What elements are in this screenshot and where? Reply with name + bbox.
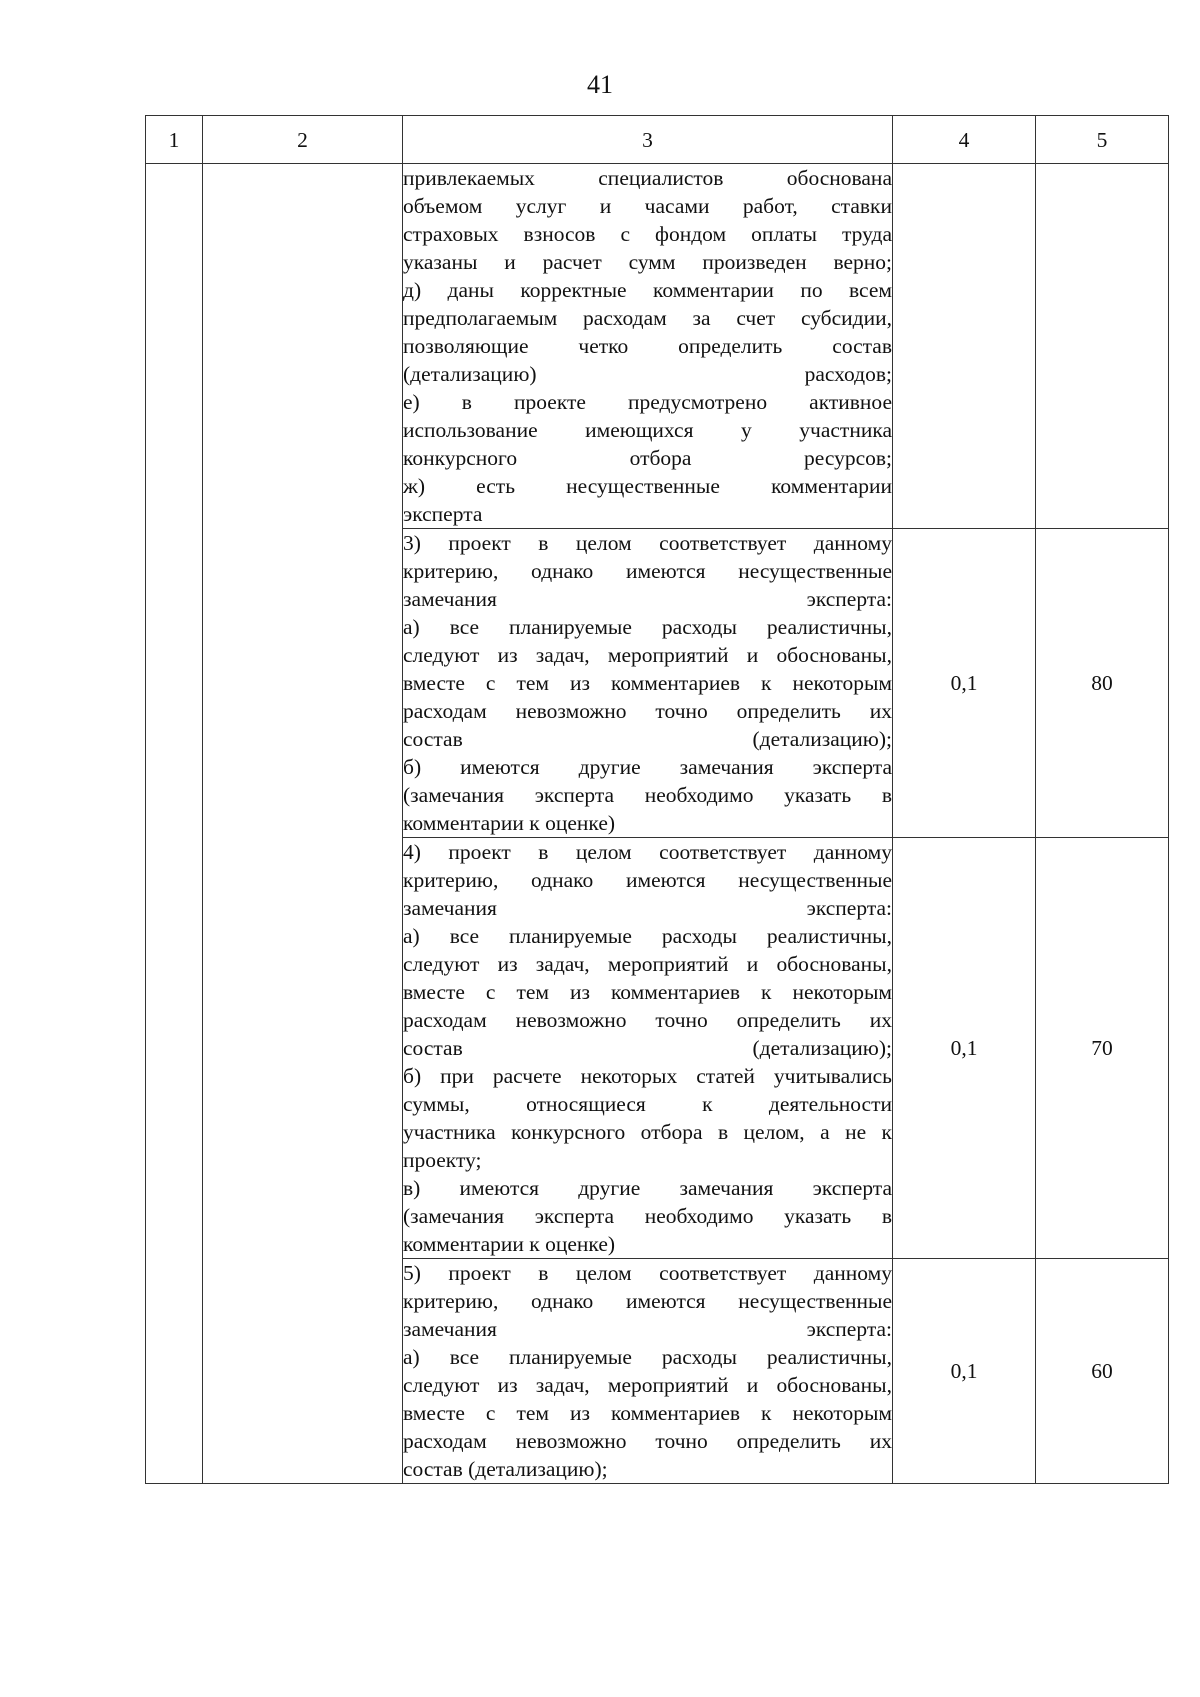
criterion-text-line: комментарии к оценке) — [403, 1232, 616, 1256]
criterion-text-line: состав (детализацию); — [403, 727, 892, 751]
criterion-text-line: вместе с тем из комментариев к некоторым — [403, 671, 892, 695]
criterion-text-line: (замечания эксперта необходимо указать в — [403, 1204, 892, 1228]
criterion-text-line: а) все планируемые расходы реалистичны, — [403, 615, 892, 639]
criterion-text-line: суммы, относящиеся к деятельности — [403, 1092, 892, 1116]
criterion-text-line: замечания эксперта: — [403, 587, 892, 611]
criterion-text-cell — [403, 838, 893, 1259]
criterion-text-line: расходам невозможно точно определить их — [403, 1008, 892, 1032]
criterion-text-line: расходам невозможно точно определить их — [403, 699, 892, 723]
criterion-text-line: объемом услуг и часами работ, ставки — [403, 194, 892, 218]
criterion-text-line: следуют из задач, мероприятий и обоснованы, — [403, 952, 892, 976]
criterion-text-cell — [403, 529, 893, 838]
criterion-text-line: состав (детализацию); — [403, 1036, 892, 1060]
criterion-text-line: критерию, однако имеются несущественные — [403, 559, 892, 583]
criterion-text-line: вместе с тем из комментариев к некоторым — [403, 1401, 892, 1425]
criterion-text-line: (замечания эксперта необходимо указать в — [403, 783, 892, 807]
criterion-text-line: 4) проект в целом соответствует данному — [403, 840, 892, 864]
criterion-text-line: позволяющие четко определить состав — [403, 334, 892, 358]
criterion-text-line: в) имеются другие замечания эксперта — [403, 1176, 892, 1200]
criterion-text-line: комментарии к оценке) — [403, 811, 616, 835]
header-row — [146, 116, 1169, 164]
criterion-text-line: следуют из задач, мероприятий и обоснованы, — [403, 1373, 892, 1397]
criterion-text-line: д) даны корректные комментарии по всем — [403, 278, 892, 302]
criterion-text-line: замечания эксперта: — [403, 896, 892, 920]
score-cell: 70 — [1036, 838, 1169, 1259]
criterion-text-line: б) при расчете некоторых статей учитывались — [403, 1064, 892, 1088]
criterion-text-line: участника конкурсного отбора в целом, а не к — [403, 1120, 892, 1144]
criterion-text-line: е) в проекте предусмотрено активное — [403, 390, 892, 414]
criterion-text-line: (детализацию) расходов; — [403, 362, 892, 386]
weight-cell: 0,1 — [893, 529, 1036, 838]
header-cell-4: 4 — [893, 116, 1036, 164]
score-cell — [1036, 164, 1169, 529]
criterion-text-line: б) имеются другие замечания эксперта — [403, 755, 892, 779]
criterion-text-line: 3) проект в целом соответствует данному — [403, 531, 892, 555]
header-cell-2: 2 — [203, 116, 403, 164]
criterion-text-line: предполагаемым расходам за счет субсидии, — [403, 306, 892, 330]
criterion-text-line: расходам невозможно точно определить их — [403, 1429, 892, 1453]
criteria-table — [145, 115, 1169, 1484]
criterion-text-line: привлекаемых специалистов обоснована — [403, 166, 892, 190]
criterion-text-line: эксперта — [403, 502, 483, 526]
criterion-text-line: критерию, однако имеются несущественные — [403, 1289, 892, 1313]
criterion-text-line: а) все планируемые расходы реалистичны, — [403, 924, 892, 948]
criterion-text-line: критерию, однако имеются несущественные — [403, 868, 892, 892]
page-number: 41 — [587, 70, 613, 99]
criterion-text-cell — [403, 164, 893, 529]
score-cell: 60 — [1036, 1259, 1169, 1484]
criterion-text-line: следуют из задач, мероприятий и обоснованы, — [403, 643, 892, 667]
criterion-name-cell — [203, 164, 403, 1484]
weight-cell: 0,1 — [893, 1259, 1036, 1484]
score-cell: 80 — [1036, 529, 1169, 838]
header-cell-5: 5 — [1036, 116, 1169, 164]
number-cell — [146, 164, 203, 1484]
criterion-text-line: использование имеющихся у участника — [403, 418, 892, 442]
weight-cell: 0,1 — [893, 838, 1036, 1259]
weight-cell — [893, 164, 1036, 529]
criterion-text-cell — [403, 1259, 893, 1484]
criterion-text-line: проекту; — [403, 1148, 482, 1172]
criterion-text-line: конкурсного отбора ресурсов; — [403, 446, 892, 470]
criterion-text-line: страховых взносов с фондом оплаты труда — [403, 222, 892, 246]
criterion-text-line: указаны и расчет сумм произведен верно; — [403, 250, 892, 274]
criterion-text-line: 5) проект в целом соответствует данному — [403, 1261, 892, 1285]
criterion-text-line: состав (детализацию); — [403, 1457, 608, 1481]
criterion-text-line: а) все планируемые расходы реалистичны, — [403, 1345, 892, 1369]
header-cell-1: 1 — [146, 116, 203, 164]
criterion-text-line: замечания эксперта: — [403, 1317, 892, 1341]
header-cell-3: 3 — [403, 116, 893, 164]
table-row — [146, 164, 1169, 529]
criterion-text-line: вместе с тем из комментариев к некоторым — [403, 980, 892, 1004]
criterion-text-line: ж) есть несущественные комментарии — [403, 474, 892, 498]
